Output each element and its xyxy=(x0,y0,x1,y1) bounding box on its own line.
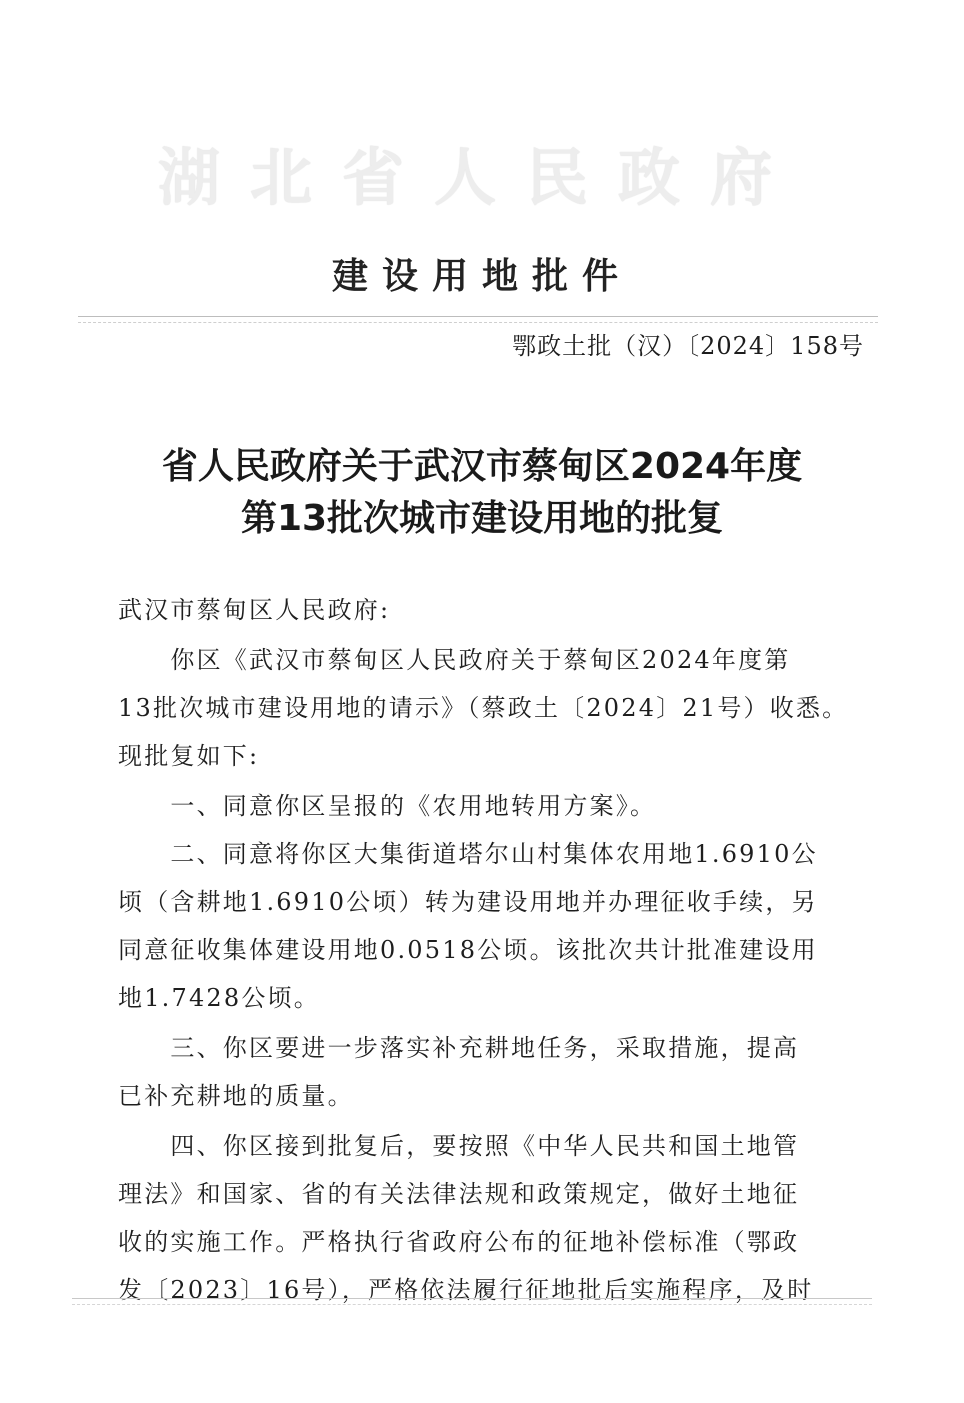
body-line: 发〔2023〕16号），严格依法履行征地批后实施程序，及时 xyxy=(118,1276,814,1304)
body-line: 现批复如下: xyxy=(118,742,260,770)
body-line: 顷（含耕地1.6910公顷）转为建设用地并办理征收手续，另 xyxy=(118,888,818,916)
header-divider-secondary xyxy=(78,322,878,323)
body-line: 三、你区要进一步落实补充耕地任务，采取措施，提高 xyxy=(118,1034,800,1062)
body-line: 你区《武汉市蔡甸区人民政府关于蔡甸区2024年度第 xyxy=(118,646,791,674)
body-line: 理法》和国家、省的有关法律法规和政策规定，做好土地征 xyxy=(118,1180,800,1208)
footer-divider xyxy=(72,1298,872,1299)
document-title-line-2: 第13批次城市建设用地的批复 xyxy=(240,498,724,539)
footer-divider-secondary xyxy=(72,1304,872,1305)
document-title-line-1: 省人民政府关于武汉市蔡甸区2024年度 xyxy=(161,446,803,487)
header-divider xyxy=(78,316,878,317)
body-line: 同意征收集体建设用地0.0518公顷。该批次共计批准建设用 xyxy=(118,936,818,964)
document-number: 鄂政土批（汉）〔2024〕158号 xyxy=(512,332,864,360)
document-type-heading: 建设用地批件 xyxy=(331,256,632,297)
body-line: 收的实施工作。严格执行省政府公布的征地补偿标准（鄂政 xyxy=(118,1228,800,1256)
body-line: 二、同意将你区大集街道塔尔山村集体农用地1.6910公 xyxy=(118,840,818,868)
body-line: 13批次城市建设用地的请示》（蔡政土〔2024〕21号）收悉。 xyxy=(118,694,849,722)
body-line: 地1.7428公顷。 xyxy=(118,984,320,1012)
salutation: 武汉市蔡甸区人民政府: xyxy=(118,596,391,624)
letterhead: 湖北省人民政府 xyxy=(157,141,802,214)
body-line: 一、同意你区呈报的《农用地转用方案》。 xyxy=(118,792,657,820)
body-line: 四、你区接到批复后，要按照《中华人民共和国土地管 xyxy=(118,1132,800,1160)
body-line: 已补充耕地的质量。 xyxy=(118,1082,354,1110)
